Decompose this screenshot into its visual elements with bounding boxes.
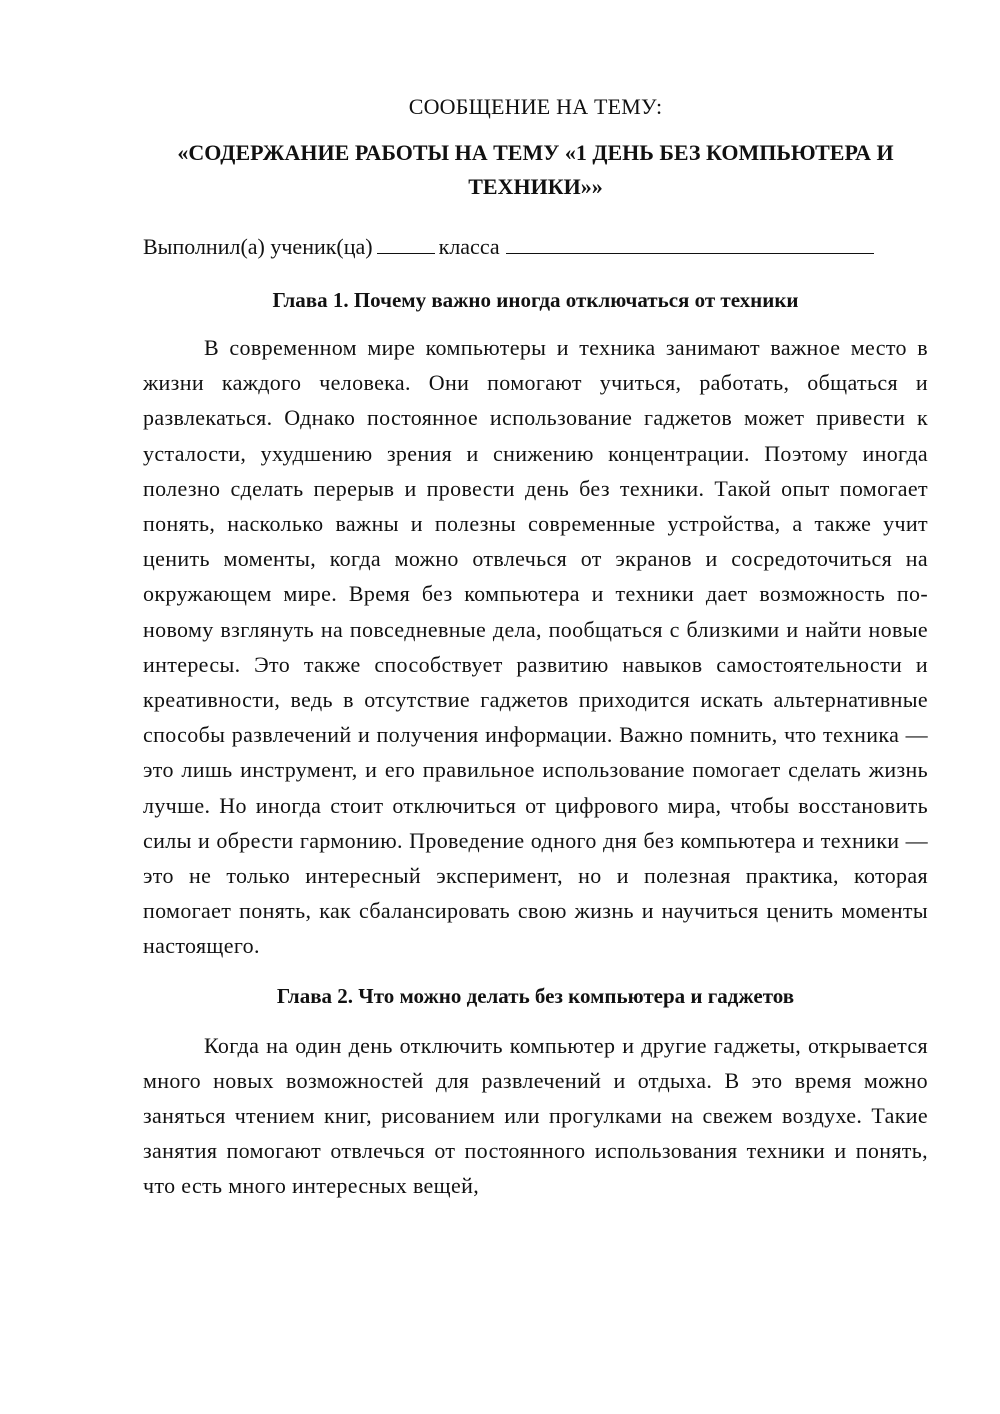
author-line <box>143 230 928 264</box>
author-prefix: Выполнил(а) ученик(ца) <box>143 234 373 259</box>
chapter-1-paragraph: В современном мире компьютеры и техника занимают важное место в жизни каждого человека. Они помогают учиться, работать, общаться и развлекаться. Однако постоянное использование гаджетов может привести к усталости, ухудшению зрения и снижению концентрации. Поэтому иногда полезно сделать перерыв и провести день без техники. Такой опыт помогает понять, насколько важны и полезны современные устройства, а также учит ценить моменты, когда можно отвлечься от экранов и сосредоточиться на окружающем мире. Время без компьютера и техники дает возможность по-новому взглянуть на повседневные дела, пообщаться с близкими и найти новые интересы. Это также способствует развитию навыков самостоятельности и креативности, ведь в отсутствие гаджетов приходится искать альтернативные способы развлечений и получения информации. Важно помнить, что техника — это лишь инструмент, и его правильное использование помогает сделать жизнь лучше. Но иногда стоит отключиться от цифрового мира, чтобы восстановить силы и обрести гармонию. Проведение одного дня без компьютера и техники — это не только интересный эксперимент, но и полезная практика, которая помогает понять, как сбалансировать свою жизнь и научиться ценить моменты настоящего. <box>143 335 928 959</box>
chapter-2-paragraph: Когда на один день отключить компьютер и другие гаджеты, открывается много новых возможностей для развлечений и отдыха. В это время можно заняться чтением книг, рисованием или прогулками на свежем воздухе. Такие занятия помогают отвлечься от постоянного использования техники и понять, что есть много интересных вещей, <box>143 1032 928 1199</box>
grade-blank-field[interactable] <box>377 231 435 254</box>
class-label: класса <box>438 234 500 259</box>
document-body <box>143 90 928 1204</box>
chapter-1-title: Глава 1. Почему важно иногда отключаться от техники <box>272 288 799 312</box>
header-label: СООБЩЕНИЕ НА ТЕМУ: <box>408 94 663 119</box>
chapter-2-title: Глава 2. Что можно делать без компьютера и гаджетов <box>276 983 795 1008</box>
document-title: «СОДЕРЖАНИЕ РАБОТЫ НА ТЕМУ «1 ДЕНЬ БЕЗ КОМПЬЮТЕРА И ТЕХНИКИ»» <box>177 140 894 199</box>
name-blank-field[interactable] <box>506 231 874 254</box>
